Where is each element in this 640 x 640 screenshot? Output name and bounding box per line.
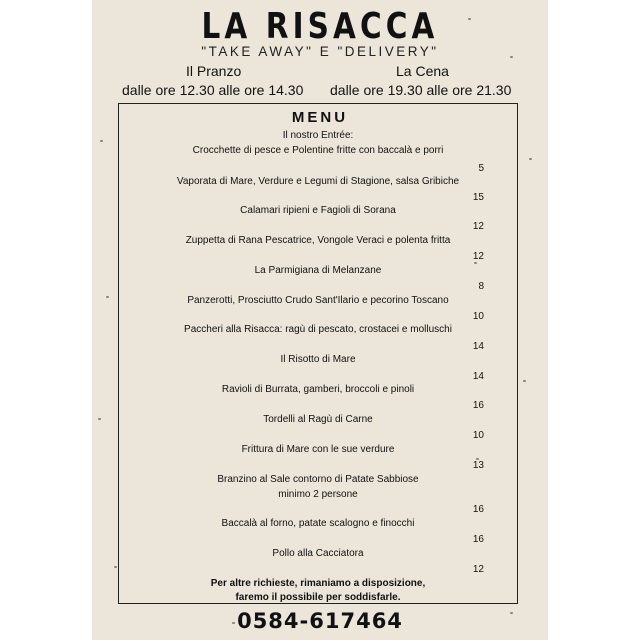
lunch-label: Il Pranzo: [186, 63, 242, 79]
menu-item-price: 5: [478, 163, 484, 174]
menu-item-price: 15: [472, 192, 484, 203]
menu-item-name: Branzino al Sale contorno di Patate Sabbiose: [217, 474, 419, 485]
phone-number: 0584-617464: [237, 609, 403, 633]
menu-item-name: La Parmigiana di Melanzane: [254, 265, 382, 276]
menu-item-note: minimo 2 persone: [278, 489, 358, 500]
service-subtitle: "TAKE AWAY" E "DELIVERY": [201, 44, 439, 59]
menu-footer-line2: faremo il possibile per soddisfarle.: [235, 592, 401, 603]
menu-item-name: Panzerotti, Prosciutto Crudo Sant'Ilario e pecorino Toscano: [187, 295, 449, 306]
menu-title: MENU: [291, 109, 349, 126]
menu-item-name: Tordelli al Ragù di Carne: [263, 414, 373, 425]
menu-item-name: Baccalà al forno, patate scalogno e finocchi: [221, 518, 415, 529]
menu-item-price: 12: [472, 564, 484, 575]
menu-footer-line1: Per altre richieste, rimaniamo a disposizione,: [210, 578, 426, 589]
dinner-hours: dalle ore 19.30 alle ore 21.30: [330, 82, 512, 98]
menu-item-name: Calamari ripieni e Fagioli di Sorana: [240, 205, 396, 216]
paper-speck: [529, 158, 532, 160]
restaurant-title: LA RISACCA: [201, 6, 439, 47]
menu-item-name: Frittura di Mare con le sue verdure: [241, 444, 395, 455]
menu-item-price: 16: [472, 534, 484, 545]
lunch-hours: dalle ore 12.30 alle ore 14.30: [122, 82, 304, 98]
menu-item-name: Crocchette di pesce e Polentine fritte con baccalà e porri: [192, 145, 444, 156]
menu-item-price: 12: [472, 251, 484, 262]
menu-item-price: 16: [472, 400, 484, 411]
dinner-label: La Cena: [396, 63, 449, 79]
menu-item-price: 13: [472, 460, 484, 471]
menu-item-price: 8: [478, 281, 484, 292]
menu-item-name: Il Risotto di Mare: [280, 354, 356, 365]
menu-item-name: Paccheri alla Risacca: ragù di pescato, crostacei e molluschi: [184, 324, 452, 335]
menu-item-name: Pollo alla Cacciatora: [272, 548, 364, 559]
paper-speck: [114, 566, 117, 568]
menu-item-price: 16: [472, 504, 484, 515]
menu-item-name: Ravioli di Burrata, gamberi, broccoli e pinoli: [221, 384, 415, 395]
menu-intro: Il nostro Entrée:: [282, 130, 354, 141]
paper-speck: [106, 296, 109, 298]
menu-item-price: 10: [472, 430, 484, 441]
menu-item-price: 14: [472, 341, 484, 352]
paper-speck: [100, 140, 103, 142]
menu-item-name: Zuppetta di Rana Pescatrice, Vongole Veraci e polenta fritta: [185, 235, 451, 246]
paper-speck: [523, 380, 526, 382]
menu-item-price: 14: [472, 371, 484, 382]
menu-item-price: 12: [472, 221, 484, 232]
paper-speck: [98, 418, 101, 420]
menu-item-name: Vaporata di Mare, Verdure e Legumi di Stagione, salsa Gribiche: [176, 176, 460, 187]
menu-item-price: 10: [472, 311, 484, 322]
